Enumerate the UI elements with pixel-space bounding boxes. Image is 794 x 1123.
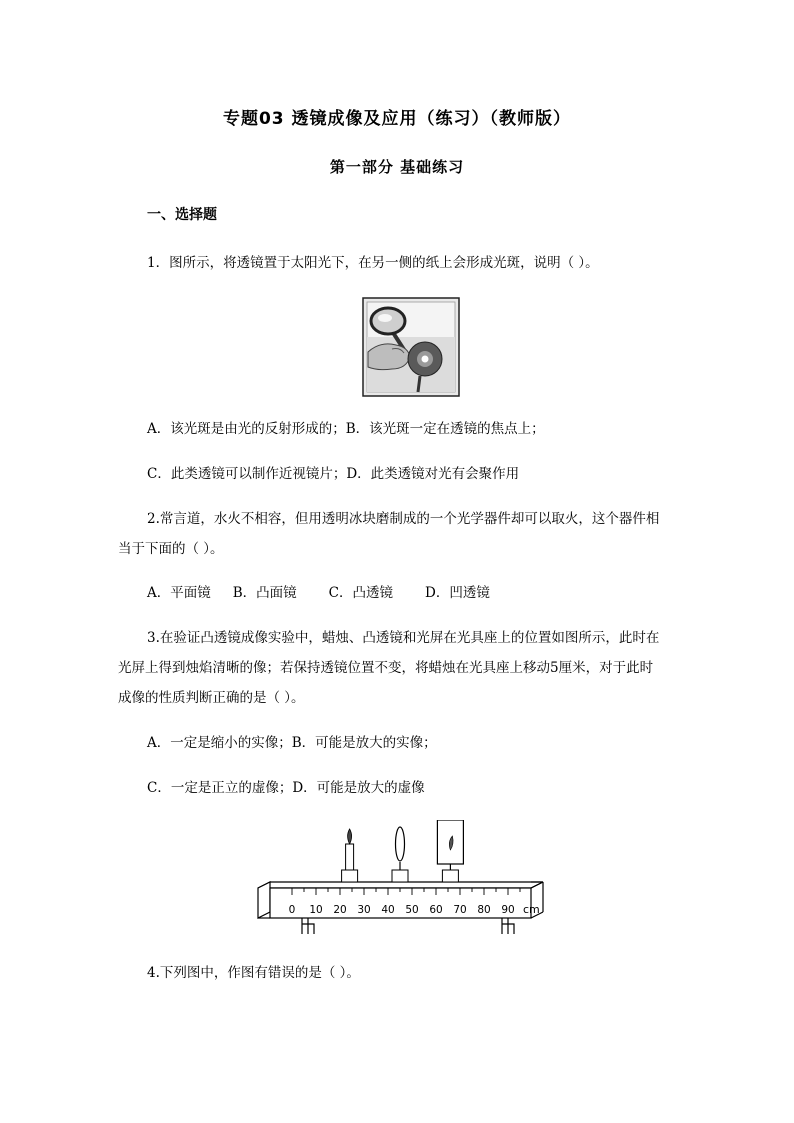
convex-lens	[392, 827, 408, 882]
q2-option-d: D．凹透镜	[425, 585, 490, 601]
light-screen	[437, 820, 463, 882]
q1-stem: 1．图所示，将透镜置于太阳光下，在另一侧的纸上会形成光斑，说明（ ）。	[147, 255, 599, 271]
optical-bench-figure	[250, 820, 550, 942]
scale-tick-label: 20	[333, 904, 347, 916]
bench-top-face	[258, 882, 543, 888]
q1-options-ab: A．该光斑是由光的反射形成的；B．该光斑一定在透镜的焦点上；	[147, 421, 545, 437]
q3-stem-line1: 3.在验证凸透镜成像实验中，蜡烛、凸透镜和光屏在光具座上的位置如图所示，此时在	[147, 630, 660, 646]
bench-end-face	[258, 882, 270, 918]
part-heading: 第一部分 基础练习	[329, 158, 465, 176]
q3-stem-line2: 光屏上得到烛焰清晰的像；若保持透镜位置不变，将蜡烛在光具座上移动5厘米，对于此时	[118, 660, 654, 676]
q2-stem-line2: 当于下面的（ ）。	[118, 541, 224, 557]
optical-bench-diagram	[250, 820, 550, 942]
scale-tick-label: 90	[501, 904, 515, 916]
scale-tick-label: 10	[309, 904, 323, 916]
magnifier-illustration	[362, 297, 460, 397]
q1-options-cd: C．此类透镜可以制作近视镜片；D．此类透镜对光有会聚作用	[147, 466, 520, 482]
section-heading: 一、选择题	[147, 207, 217, 223]
q3-options-cd: C．一定是正立的虚像；D．可能是放大的虚像	[147, 780, 425, 796]
candle	[342, 829, 358, 882]
scale-tick-label: 30	[357, 904, 371, 916]
scale-tick-label: 60	[429, 904, 443, 916]
q3-options-ab: A．一定是缩小的实像；B．可能是放大的实像；	[147, 735, 437, 751]
q2-stem-line1: 2.常言道，水火不相容，但用透明冰块磨制成的一个光学器件却可以取火，这个器件相	[147, 511, 660, 527]
bench-right-leg	[502, 918, 514, 934]
q2-option-a: A．平面镜	[147, 585, 211, 601]
scale-tick-label: 70	[453, 904, 467, 916]
page-title: 专题03 透镜成像及应用（练习）（教师版）	[222, 109, 572, 129]
scale-tick-label: 80	[477, 904, 491, 916]
scale-tick-label: 0	[288, 904, 296, 916]
bench-left-leg	[302, 918, 314, 934]
scale-tick-label: 40	[381, 904, 395, 916]
q3-stem-line3: 成像的性质判断正确的是（ ）。	[118, 690, 305, 706]
q4-stem: 4.下列图中，作图有错误的是（ ）。	[147, 965, 360, 981]
q2-options	[147, 583, 490, 603]
q2-option-b: B．凸面镜	[232, 585, 297, 601]
scale-unit-label: cm	[523, 903, 540, 916]
scale-tick-label: 50	[405, 904, 419, 916]
q2-option-c: C．凸透镜	[328, 585, 394, 601]
q1-figure-magnifier	[362, 297, 460, 397]
